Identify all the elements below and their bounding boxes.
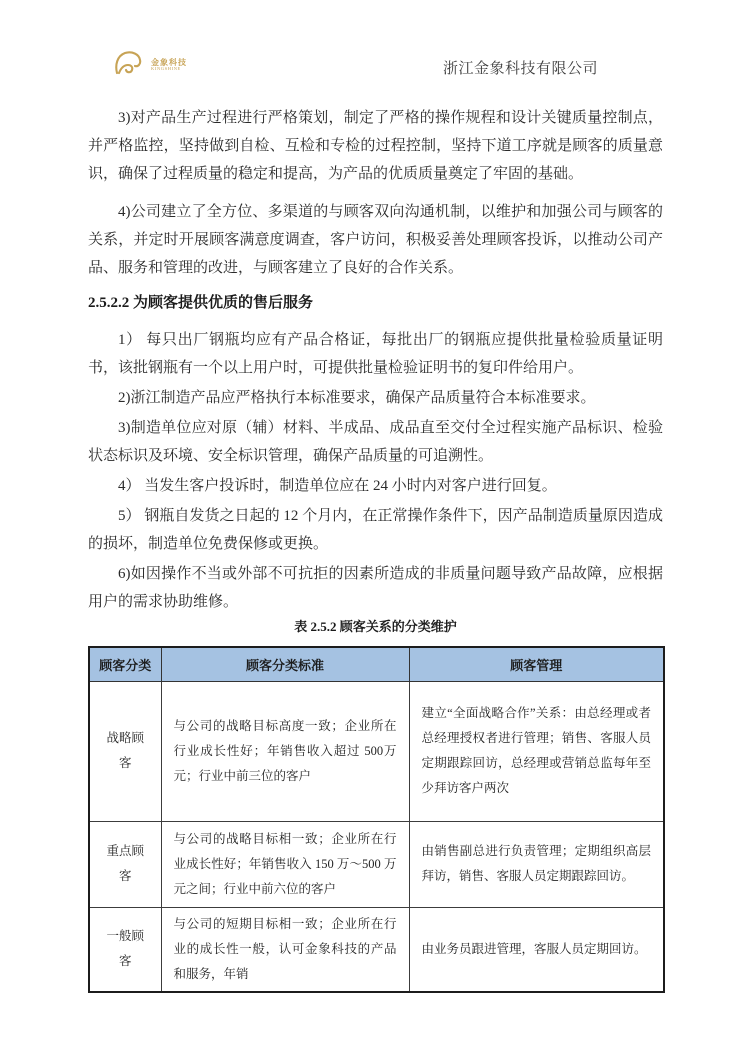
cell-category: 一般顾客 [89, 907, 161, 992]
list-item-6: 6)如因操作不当或外部不可抗拒的因素所造成的非质量问题导致产品故障，应根据用户的需求协助维修。 [88, 566, 663, 610]
company-logo [113, 48, 187, 83]
logo-brand-cn: 金象科技 [151, 57, 187, 67]
paragraph-4: 4)公司建立了全方位、多渠道的与顾客双向沟通机制，以维护和加强公司与顾客的关系，并定时开展顾客满意度调查，客户访问，积极妥善处理顾客投诉，以推动公司产品、服务和管理的改进，与顾客建立了良好的合作关系。 [88, 204, 663, 276]
cell-category: 战略顾客 [89, 681, 161, 821]
cell-management: 由销售副总进行负责管理；定期组织高层拜访，销售、客服人员定期跟踪回访。 [409, 821, 664, 907]
list-item-2: 2)浙江制造产品应严格执行本标准要求，确保产品质量符合本标准要求。 [118, 390, 596, 406]
cell-criteria: 与公司的战略目标高度一致；企业所在行业成长性好；年销售收入超过 500万元；行业中前三位的客户 [161, 681, 409, 821]
table-row [89, 907, 664, 992]
cell-criteria: 与公司的短期目标相一致；企业所在行业的成长性一般，认可金象科技的产品和服务，年销 [161, 907, 409, 992]
cell-management: 建立“全面战略合作”关系：由总经理或者总经理授权者进行管理；销售、客服人员定期跟踪回访，总经理或营销总监每年至少拜访客户两次 [409, 681, 664, 821]
list-item-1: 1） 每只出厂钢瓶均应有产品合格证，每批出厂的钢瓶应提供批量检验质量证明书，该批钢瓶有一个以上用户时，可提供批量检验证明书的复印件给用户。 [88, 332, 663, 376]
elephant-logo-icon [113, 48, 147, 83]
table-row [89, 821, 664, 907]
company-name: 浙江金象科技有限公司 [443, 61, 599, 77]
list-item-5: 5） 钢瓶自发货之日起的 12 个月内，在正常操作条件下，因产品制造质量原因造成的损坏，制造单位免费保修或更换。 [88, 508, 663, 552]
col-header-category: 顾客分类 [89, 647, 161, 681]
logo-brand-en: KINGSHINE [151, 66, 181, 72]
col-header-criteria: 顾客分类标准 [161, 647, 409, 681]
cell-criteria: 与公司的战略目标相一致；企业所在行业成长性好；年销售收入 150 万～500 万元之间；行业中前六位的客户 [161, 821, 409, 907]
cell-management: 由业务员跟进管理，客服人员定期回访。 [409, 907, 664, 992]
col-header-management: 顾客管理 [409, 647, 664, 681]
paragraph-3: 3)对产品生产过程进行严格策划，制定了严格的操作规程和设计关键质量控制点，并严格监控，坚持做到自检、互检和专检的过程控制，坚持下道工序就是顾客的质量意识，确保了过程质量的稳定和提高，为产品的优质质量奠定了牢固的基础。 [88, 110, 663, 182]
list-item-4: 4） 当发生客户投诉时，制造单位应在 24 小时内对客户进行回复。 [118, 478, 557, 494]
table-header-row [89, 647, 664, 681]
table-caption: 表 2.5.2 顾客关系的分类维护 [294, 619, 457, 634]
cell-category: 重点顾客 [89, 821, 161, 907]
document-body [88, 104, 663, 993]
customer-relation-table [88, 646, 665, 993]
table-row [89, 681, 664, 821]
section-heading: 2.5.2.2 为顾客提供优质的售后服务 [88, 295, 314, 311]
list-item-3: 3)制造单位应对原（辅）材料、半成品、成品直至交付全过程实施产品标识、检验状态标识及环境、安全标识管理，确保产品质量的可追溯性。 [88, 420, 663, 464]
